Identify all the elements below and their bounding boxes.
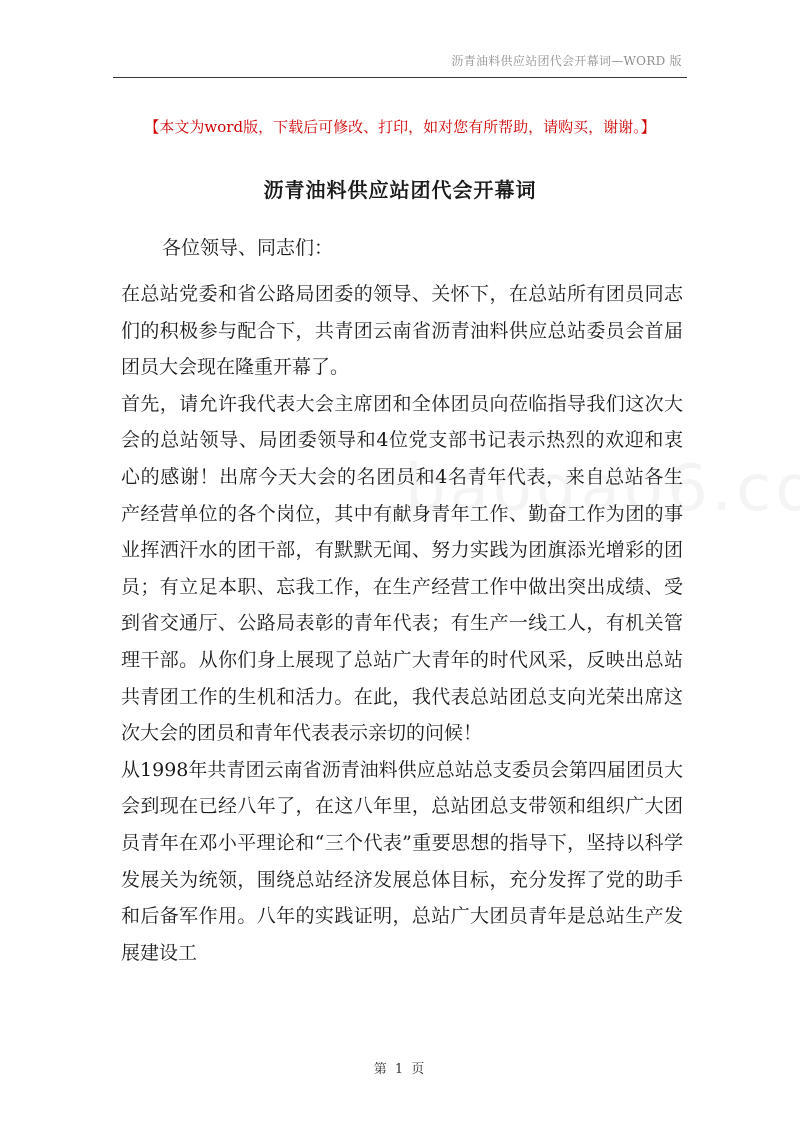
purchase-notice: 【本文为word版，下载后可修改、打印，如对您有所帮助，请购买，谢谢。】 [144,118,656,136]
salutation: 各位领导、同志们： [162,237,334,259]
header-rule [113,77,687,78]
document-title: 沥青油料供应站团代会开幕词 [263,178,537,202]
paragraph-3: 从1998年共青团云南省沥青油料供应总站总支委员会第四届团员大会到现在已经八年了，在这八年里，总站团总支带领和组织广大团员青年在邓小平理论和“三个代表”重要思想的指导下，坚持以科学发展关为统领，围绕总站经济发展总体目标，充分发挥了党的助手和后备军作用。八年的实践证明，总站广大团员青年是总站生产发展建设工 [121,758,683,964]
page-number: 第 1 页 [373,1062,427,1077]
paragraph-2: 首先，请允许我代表大会主席团和全体团员向莅临指导我们这次大会的总站领导、局团委领导和4位党支部书记表示热烈的欢迎和衷心的感谢！出席今天大会的名团员和4名青年代表，来自总站各生产经营单位的各个岗位，其中有献身青年工作、勤奋工作为团的事业挥洒汗水的团干部，有默默无闻、努力实践为团旗添光增彩的团员；有立足本职、忘我工作，在生产经营工作中做出突出成绩、受到省交通厅、公路局表彰的青年代表；有生产一线工人，有机关管理干部。从你们身上展现了总站广大青年的时代风采，反映出总站共青团工作的生机和活力。在此，我代表总站团总支向光荣出席这次大会的团员和青年代表表示亲切的问候！ [121,392,683,745]
document-body [121,276,683,971]
running-header: 沥青油料供应站团代会开幕词—WORD 版 [451,54,682,68]
paragraph-1: 在总站党委和省公路局团委的领导、关怀下，在总站所有团员同志们的积极参与配合下，共青团云南省沥青油料供应总站委员会首届团员大会现在隆重开幕了。 [121,283,683,379]
